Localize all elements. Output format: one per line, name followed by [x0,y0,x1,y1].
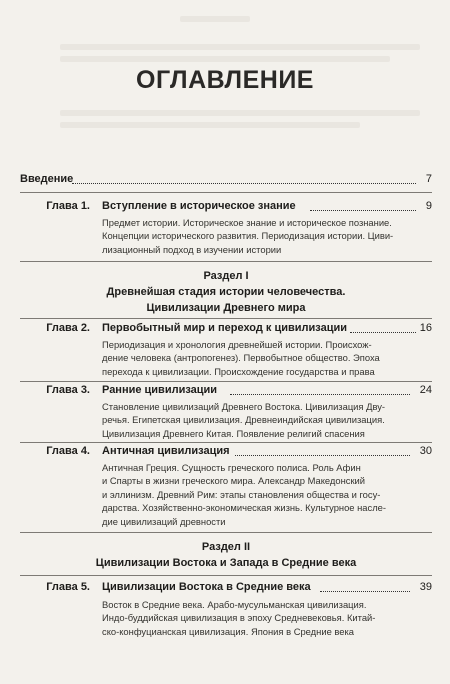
chapter-description: Предмет истории. Историческое знание и историческое познание. Концепции исторического развития. Периодизация истории. Циви- лизационный подход в изучении истории [102,217,394,255]
chapter-number: Глава 3. [46,384,90,396]
chapter-title: Античная цивилизация [102,445,230,457]
bleed-through-line [60,44,420,50]
divider [20,261,432,262]
bleed-through-line [180,16,250,22]
toc-page-number: 7 [423,173,432,185]
toc-page-number: 24 [417,384,432,396]
chapter-number: Глава 1. [46,200,90,212]
toc-page-number: 30 [417,445,432,457]
toc-page-number: 39 [417,581,432,593]
dot-leader [72,183,416,184]
chapter-title: Вступление в историческое знание [102,200,296,212]
toc-entry-chapter-2[interactable] [20,322,432,338]
dot-leader [235,455,410,456]
divider [20,381,432,382]
chapter-number: Глава 2. [46,322,90,334]
section-heading: Раздел I Древнейшая стадия истории человечества. Цивилизации Древнего мира [106,270,346,314]
toc-entry-chapter-5[interactable] [20,581,432,597]
dot-leader [320,591,410,592]
chapter-description: Периодизация и хронология древнейшей истории. Происхож- дение человека (антропогенез). Первобытное общество. Эпоха перехода к цивилизации. Происхождение государства и права [102,339,380,377]
dot-leader [310,210,416,211]
bleed-through-line [60,110,420,116]
bleed-through-line [60,56,390,62]
dot-leader [230,394,410,395]
section-heading: Раздел II Цивилизации Востока и Запада в Средние века [95,541,357,569]
dot-leader [350,332,416,333]
page-title: ОГЛАВЛЕНИЕ [136,66,314,94]
toc-entry-label: Введение [20,173,74,185]
divider [20,192,432,193]
chapter-description: Становление цивилизаций Древнего Востока. Цивилизация Дву- речья. Египетская цивилизация. Древнеиндийская цивилизация. Цивилизация Древнего Китая. Появление религий спасения [102,401,386,439]
chapter-number: Глава 5. [46,581,90,593]
toc-entry-chapter-4[interactable] [20,445,432,461]
chapter-description: Восток в Средние века. Арабо-мусульманская цивилизация. Индо-буддийская цивилизация в эпоху Средневековья. Китай- ско-конфуцианская цивилизация. Япония в Средние века [102,599,376,637]
chapter-title: Цивилизации Востока в Средние века [102,581,311,593]
toc-entry-chapter-3[interactable] [20,384,432,400]
divider [20,442,432,443]
divider [20,532,432,533]
toc-entry-intro[interactable] [20,173,432,189]
toc-entry-chapter-1[interactable] [20,200,432,216]
divider [20,575,432,576]
bleed-through-line [60,122,360,128]
chapter-title: Первобытный мир и переход к цивилизации [102,322,348,334]
toc-page-number: 16 [417,322,432,334]
chapter-number: Глава 4. [46,445,90,457]
toc-page-number: 9 [423,200,432,212]
chapter-description: Античная Греция. Сущность греческого полиса. Роль Афин и Спарты в жизни греческого мира. Александр Македонский и эллинизм. Древний Рим: этапы становления общества и госу- дарства. Хозяйственно-экономическая жизнь. Культурное насле- дие цивилизаций древности [102,462,387,527]
chapter-title: Ранние цивилизации [102,384,218,396]
divider [20,318,432,319]
